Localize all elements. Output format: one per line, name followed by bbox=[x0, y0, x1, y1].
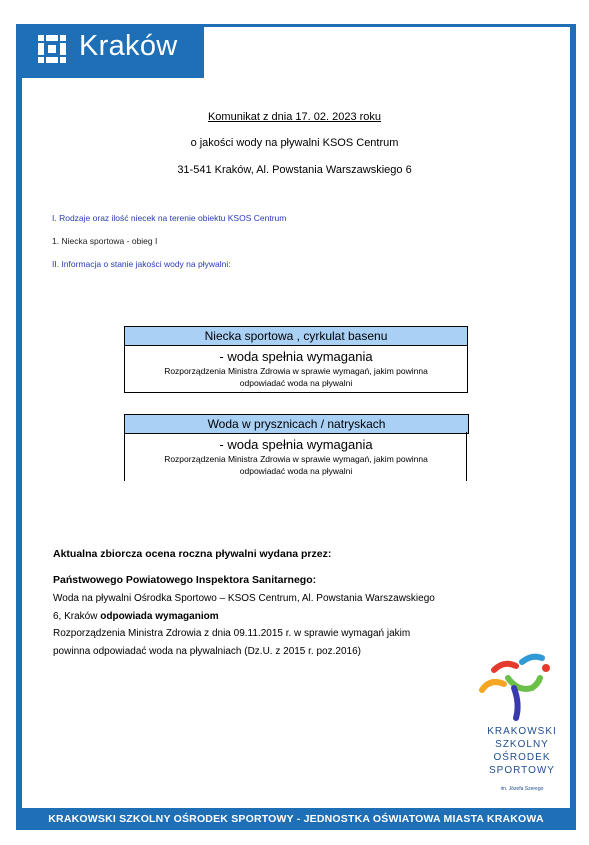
box-title: Woda w prysznicach / natryskach bbox=[124, 414, 469, 434]
announcement-date: Komunikat z dnia 17. 02. 2023 roku bbox=[207, 111, 382, 123]
box-description: Rozporządzenia Ministra Zdrowia w sprawie wymagań, jakim powinna odpowiadać woda na pływalni bbox=[164, 454, 428, 476]
box-title: Niecka sportowa , cyrkulat basenu bbox=[124, 326, 468, 346]
footer-banner: KRAKOWSKI SZKOLNY OŚRODEK SPORTOWY - JEDNOSTKA OŚWIATOWA MIASTA KRAKOWA bbox=[16, 808, 576, 830]
summary-issuer: Państwowego Powiatowego Inspektora Sanitarnego: bbox=[53, 574, 317, 586]
logo-text: Kraków bbox=[79, 30, 178, 62]
section1-title: I. Rodzaje oraz ilość niecek na terenie obiektu KSOS Centrum bbox=[52, 213, 287, 223]
summary-title: Aktualna zbiorcza ocena roczna pływalni wydana przez: bbox=[53, 548, 332, 560]
summary-body-text: Woda na pływalni Ośrodka Sportowo – KSOS Centrum, Al. Powstania Warszawskiego 6, Kraków bbox=[53, 593, 435, 622]
box-description: Rozporządzenia Ministra Zdrowia w sprawie wymagań, jakim powinna odpowiadać woda na pływalni bbox=[164, 366, 428, 388]
section2-title: II. Informacja o stanie jakości wody na pływalni: bbox=[52, 259, 231, 269]
krakow-logo bbox=[16, 24, 204, 78]
pool-water-status-box bbox=[124, 326, 468, 393]
shower-water-status-box bbox=[124, 414, 467, 481]
box-border bbox=[466, 432, 467, 481]
krakow-mark-icon bbox=[36, 33, 68, 65]
announcement-address: 31-541 Kraków, Al. Powstania Warszawskiego 6 bbox=[177, 164, 412, 176]
summary-body-regulation: Rozporządzenia Ministra Zdrowia z dnia 09.11.2015 r. w sprawie wymagań jakim powinna odpowiadać woda na pływalniach (Dz.U. z 2015 r. poz.2016) bbox=[53, 628, 411, 657]
section1-item: 1. Niecka sportowa - obieg I bbox=[52, 236, 158, 246]
box-status: - woda spełnia wymagania bbox=[219, 349, 373, 364]
announcement-subject: o jakości wody na pływalni KSOS Centrum bbox=[190, 137, 399, 149]
ksos-name: KRAKOWSKI SZKOLNY OŚRODEK SPORTOWY bbox=[487, 726, 557, 776]
summary-body-emphasis: odpowiada wymaganiom bbox=[100, 610, 219, 622]
summary-body bbox=[53, 590, 443, 660]
ksos-subtitle: im. Józefa Szerego bbox=[500, 786, 544, 792]
box-status: - woda spełnia wymagania bbox=[219, 437, 373, 452]
